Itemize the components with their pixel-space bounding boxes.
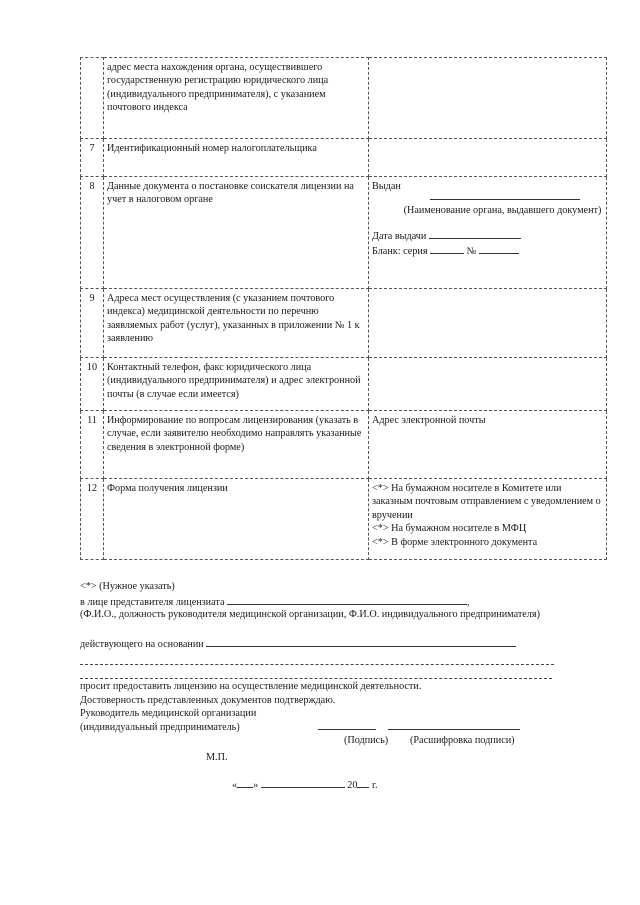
year-prefix: 20 [347,780,358,791]
date-close-quote: » [253,780,259,791]
blank-series-label: Бланк: серия [372,246,428,258]
number-sign: № [466,246,477,258]
row-number: 10 [81,358,104,411]
year-suffix: г. [372,780,378,791]
row-description: Идентификационный номер налогоплательщика [104,139,369,177]
representative-caption: (Ф.И.О., должность руководителя медицинской организации, Ф.И.О. индивидуального предпринимателя) [80,609,540,620]
basis-line [80,636,560,651]
table-row [81,177,607,289]
activity-address-field[interactable] [369,289,607,358]
confirm-text: Достоверность представленных документов подтверждаю. [80,695,336,706]
table-row [81,411,607,479]
row-number: 7 [81,139,104,177]
basis-continuation-line-2[interactable] [80,678,552,679]
head-subtitle: (индивидуальный предприниматель) [80,722,240,733]
table-row [81,358,607,411]
license-form-options [369,479,607,560]
table-row [81,58,607,139]
row-description: Информирование по вопросам лицензирования (указать в случае, если заявителю необходимо направлять указанные сведения в электронной форме) [104,411,369,479]
row-number [81,58,104,139]
row-number: 8 [81,177,104,289]
number-blank[interactable] [479,243,519,254]
decoding-caption: (Расшифровка подписи) [410,735,515,746]
inn-value-field[interactable] [369,139,607,177]
issue-date-label: Дата выдачи [372,230,427,242]
row-description: Контактный телефон, факс юридического лица (индивидуального предпринимателя) и адрес электронной почты (в случае если имеется) [104,358,369,411]
head-title: Руководитель медицинской организации [80,708,257,719]
contact-field[interactable] [369,358,607,411]
table-row [81,479,607,560]
table-row [81,139,607,177]
representative-line: в лице представителя лицензиата , [80,594,560,609]
row-number: 11 [81,411,104,479]
option-paper-committee[interactable]: <*> На бумажном носителе в Комитете или заказным почтовым отправлением с уведомлением о вручении [372,483,601,521]
date-open-quote: « [232,780,238,791]
series-blank[interactable] [430,243,464,254]
month-blank[interactable] [261,777,345,788]
signature-blank[interactable] [318,729,376,730]
basis-continuation-line-1[interactable] [80,664,554,665]
signature-caption: (Подпись) [344,735,389,746]
table-row [81,289,607,358]
email-field[interactable]: Адрес электронной почты [369,411,607,479]
row-description: Данные документа о постановке соискателя лицензии на учет в налоговом органе [104,177,369,289]
tax-registration-field[interactable] [369,177,607,289]
row-description: Адреса мест осуществления (с указанием почтового индекса) медицинской деятельности по перечню заявляемых работ (услуг), указанных в приложении № 1 к заявлению [104,289,369,358]
row-description: адрес места нахождения органа, осуществившего государственную регистрацию юридического лица (индивидуального предпринимателя), с указанием почтового индекса [104,58,369,139]
issuer-blank[interactable] [430,193,580,200]
request-text: просит предоставить лицензию на осуществление медицинской деятельности. [80,681,422,692]
row-number: 12 [81,479,104,560]
option-paper-mfc[interactable]: <*> На бумажном носителе в МФЦ [372,523,527,535]
application-table [80,57,607,560]
issuer-caption: (Наименование органа, выдавшего документ) [403,205,602,217]
stamp-place: М.П. [206,752,228,763]
representative-label: в лице представителя лицензиата [80,597,225,608]
issued-label: Выдан [372,181,401,192]
representative-blank[interactable] [227,594,467,605]
footnote: <*> (Нужное указать) [80,581,175,592]
basis-blank[interactable] [206,636,516,647]
year-blank[interactable] [357,777,369,788]
row-value-field[interactable] [369,58,607,139]
date-line [232,777,378,791]
option-electronic[interactable]: <*> В форме электронного документа [372,536,538,548]
basis-label: действующего на основании [80,639,204,650]
decoding-blank[interactable] [388,729,520,730]
issue-date-blank[interactable] [429,228,521,239]
row-description: Форма получения лицензии [104,479,369,560]
row-number: 9 [81,289,104,358]
day-blank[interactable] [237,777,253,788]
